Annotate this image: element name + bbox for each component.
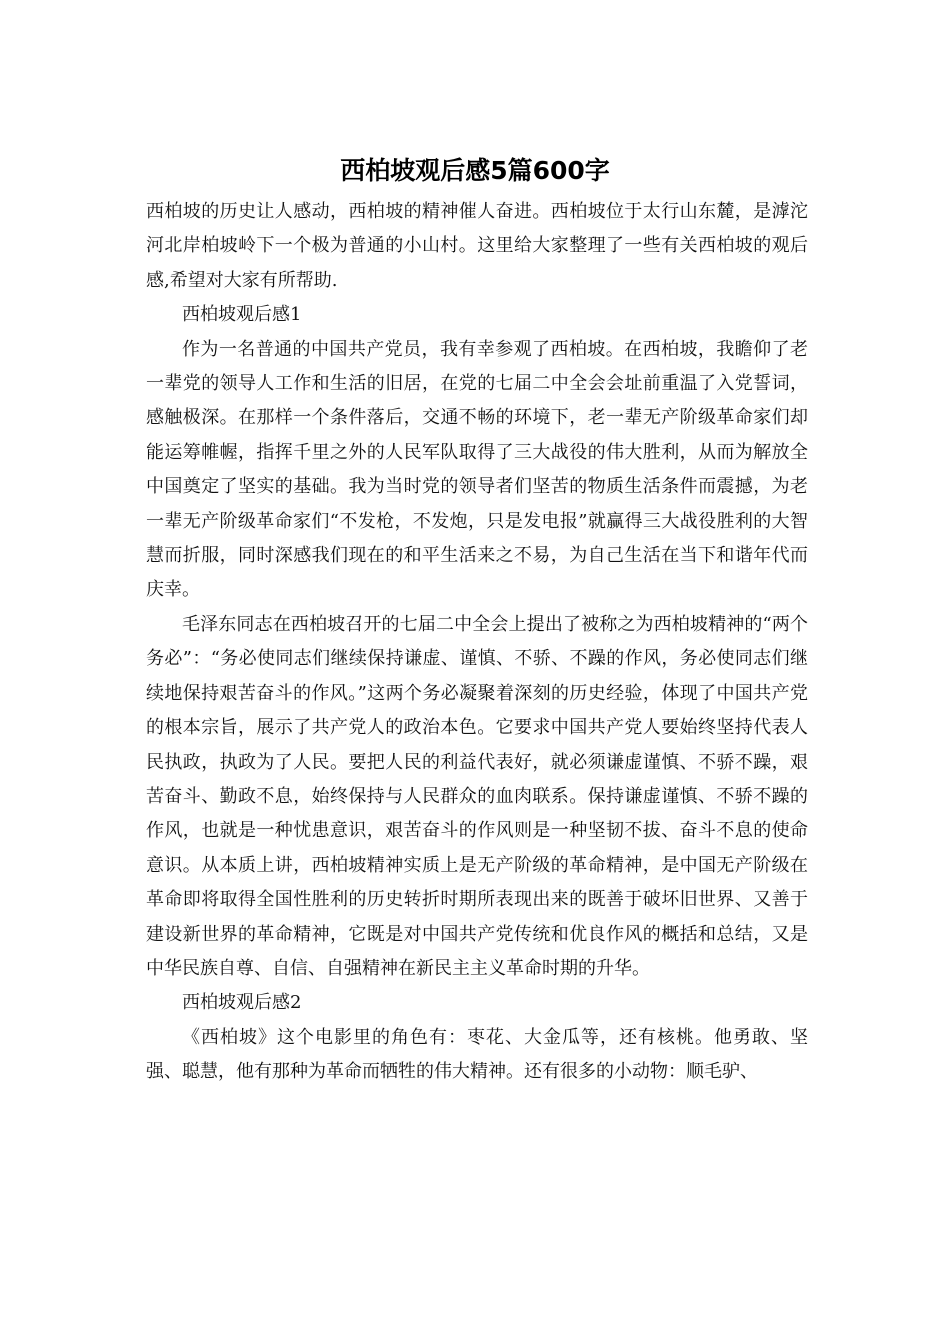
document-title: 西柏坡观后感5篇600字 [340,156,610,185]
body-paragraph: 作为一名普通的中国共产党员，我有幸参观了西柏坡。在西柏坡，我瞻仰了老一辈党的领导人工作和生活的旧居，在党的七届二中全会会址前重温了入党誓词，感触极深。在那样一个条件落后，交通不畅的环境下，老一辈无产阶级革命家们却能运筹帷幄，指挥千里之外的人民军队取得了三大战役的伟大胜利，从而为解放全中国奠定了坚实的基础。我为当时党的领导者们坚苦的物质生活条件而震撼，为老一辈无产阶级革命家们“不发枪，不发炮，只是发电报”就赢得三大战役胜利的大智慧而折服，同时深感我们现在的和平生活来之不易，为自己生活在当下和谐年代而庆幸。 [146,338,808,601]
body-paragraph: 《西柏坡》这个电影里的角色有：枣花、大金瓜等，还有核桃。他勇敢、坚强、聪慧，他有那种为革命而牺牲的伟大精神。还有很多的小动物：顺毛驴、 [146,1026,808,1083]
intro-paragraph: 西柏坡的历史让人感动，西柏坡的精神催人奋进。西柏坡位于太行山东麓，是滹沱河北岸柏坡岭下一个极为普通的小山村。这里给大家整理了一些有关西柏坡的观后感,希望对大家有所帮助. [146,201,808,291]
body-paragraph: 毛泽东同志在西柏坡召开的七届二中全会上提出了被称之为西柏坡精神的“两个务必”：“务必使同志们继续保持谦虚、谨慎、不骄、不躁的作风，务必使同志们继续地保持艰苦奋斗的作风。”这两个务必凝聚着深刻的历史经验，体现了中国共产党的根本宗旨，展示了共产党人的政治本色。它要求中国共产党人要始终坚持代表人民执政，执政为了人民。要把人民的利益代表好，就必须谦虚谨慎、不骄不躁，艰苦奋斗、勤政不息，始终保持与人民群众的血肉联系。保持谦虚谨慎、不骄不躁的作风，也就是一种忧患意识，艰苦奋斗的作风则是一种坚韧不拔、奋斗不息的使命意识。从本质上讲，西柏坡精神实质上是无产阶级的革命精神，是中国无产阶级在革命即将取得全国性胜利的历史转折时期所表现出来的既善于破坏旧世界、又善于建设新世界的革命精神，它既是对中国共产党传统和优良作风的概括和总结，又是中华民族自尊、自信、自强精神在新民主主义革命时期的升华。 [146,613,808,979]
section-heading-1: 西柏坡观后感1 [182,304,302,326]
section-heading-2: 西柏坡观后感2 [182,992,302,1014]
document-body [146,195,808,1090]
